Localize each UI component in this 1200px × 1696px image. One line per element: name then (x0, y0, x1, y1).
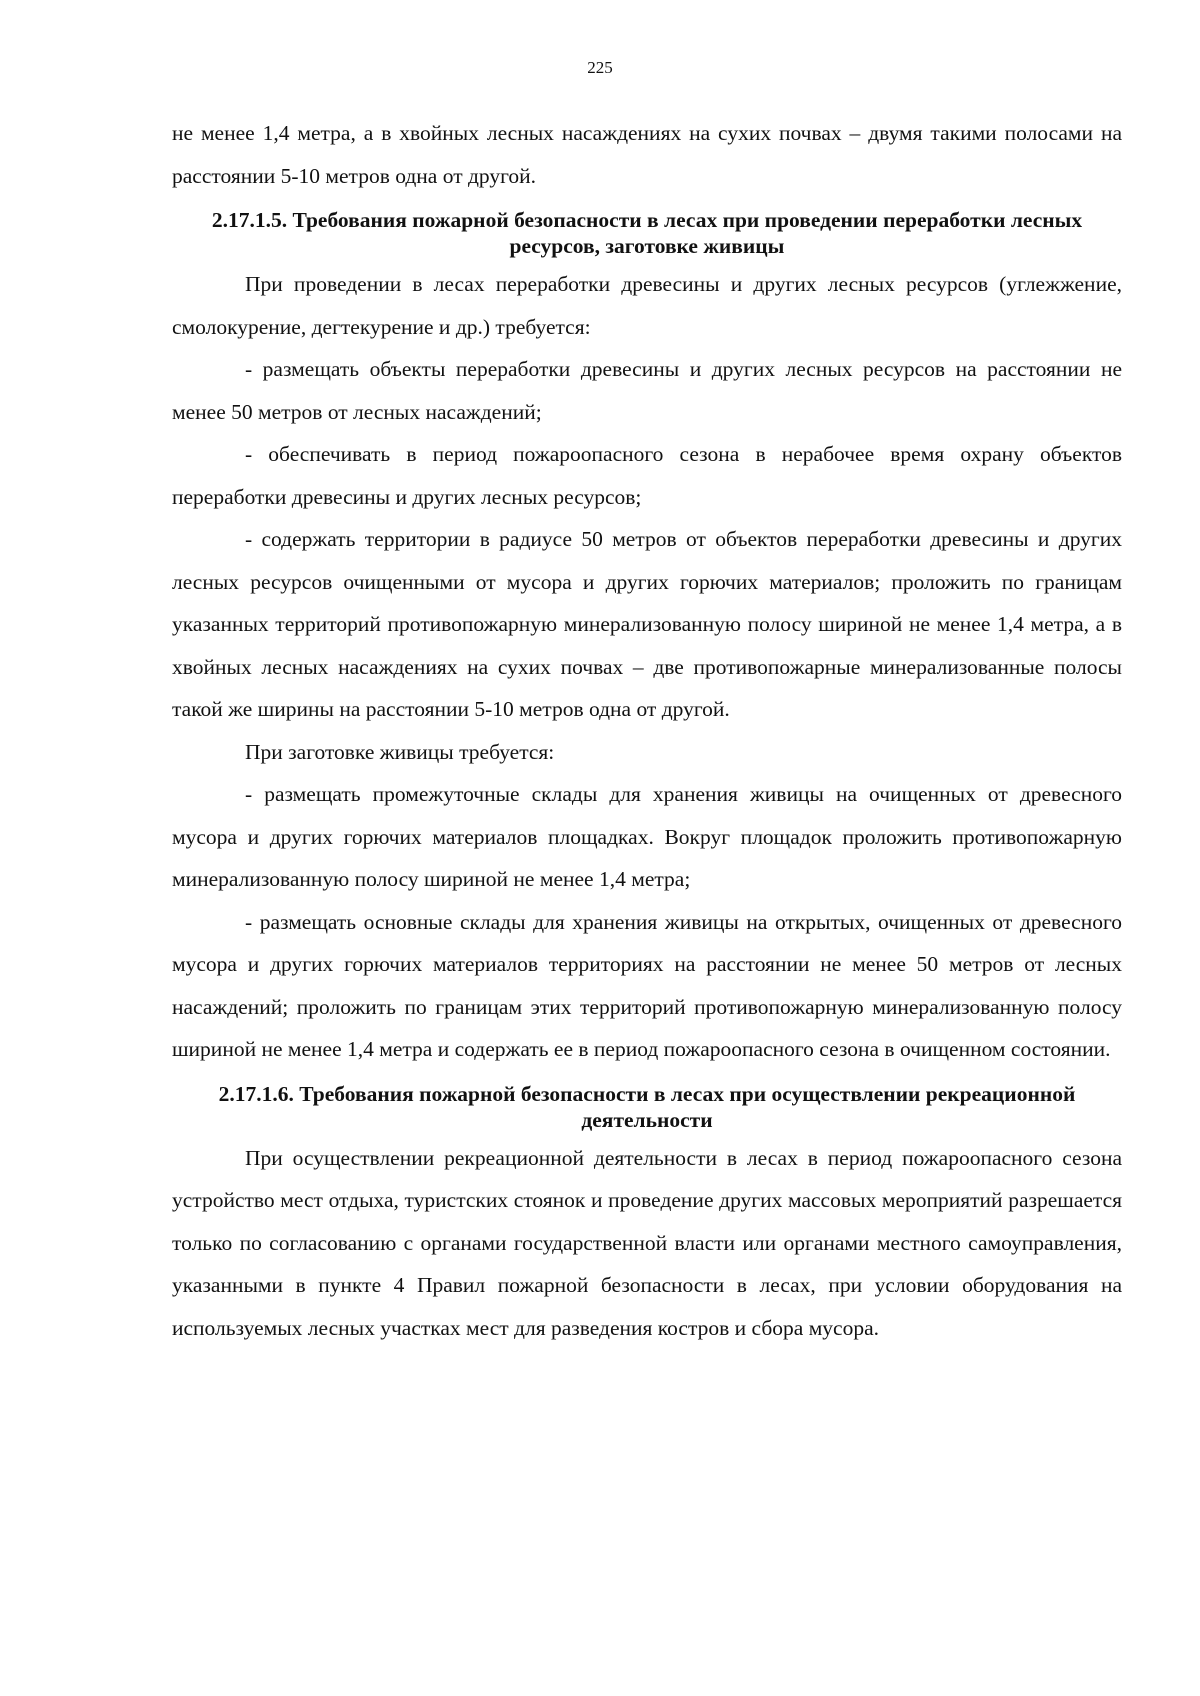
section-heading-2-17-1-6: 2.17.1.6. Требования пожарной безопасности в лесах при осуществлении рекреационной деятельности (218, 1081, 1076, 1132)
page-content (172, 112, 1122, 1349)
paragraph: При заготовке живицы требуется: (245, 739, 555, 764)
list-item: - обеспечивать в период пожароопасного сезона в нерабочее время охрану объектов переработки древесины и других лесных ресурсов; (172, 442, 1122, 509)
list-item: - размещать промежуточные склады для хранения живицы на очищенных от древесного мусора и других горючих материалов площадках. Вокруг площадок проложить противопожарную минерализованную полосу шириной не менее 1,4 метра; (172, 782, 1122, 891)
paragraph: При осуществлении рекреационной деятельности в лесах в период пожароопасного сезона устройство мест отдыха, туристских стоянок и проведение других массовых мероприятий разрешается только по согласованию с органами государственной власти или органами местного самоуправления, указанными в пункте 4 Правил пожарной безопасности в лесах, при условии оборудования на используемых лесных участках мест для разведения костров и сбора мусора. (172, 1145, 1122, 1340)
list-item: - содержать территории в радиусе 50 метров от объектов переработки древесины и других лесных ресурсов очищенными от мусора и других горючих материалов; проложить по границам указанных территорий противопожарную минерализованную полосу шириной не менее 1,4 метра, а в хвойных лесных насаждениях на сухих почвах – две противопожарные минерализованные полосы такой же ширины на расстоянии 5-10 метров одна от другой. (172, 527, 1122, 721)
list-item: - размещать основные склады для хранения живицы на открытых, очищенных от древесного мусора и других горючих материалов территориях на расстоянии не менее 50 метров от лесных насаждений; проложить по границам этих территорий противопожарную минерализованную полосу шириной не менее 1,4 метра и содержать ее в период пожароопасного сезона в очищенном состоянии. (172, 909, 1122, 1061)
section-heading-2-17-1-5: 2.17.1.5. Требования пожарной безопасности в лесах при проведении переработки лесных ресурсов, заготовке живицы (211, 208, 1083, 258)
paragraph: При проведении в лесах переработки древесины и других лесных ресурсов (углежжение, смолокурение, дегтекурение и др.) требуется: (172, 272, 1122, 339)
continued-paragraph: не менее 1,4 метра, а в хвойных лесных насаждениях на сухих почвах – двумя такими полосами на расстоянии 5-10 метров одна от другой. (172, 121, 1122, 188)
list-item: - размещать объекты переработки древесины и других лесных ресурсов на расстоянии не менее 50 метров от лесных насаждений; (172, 357, 1122, 424)
page-number: 225 (587, 58, 613, 77)
